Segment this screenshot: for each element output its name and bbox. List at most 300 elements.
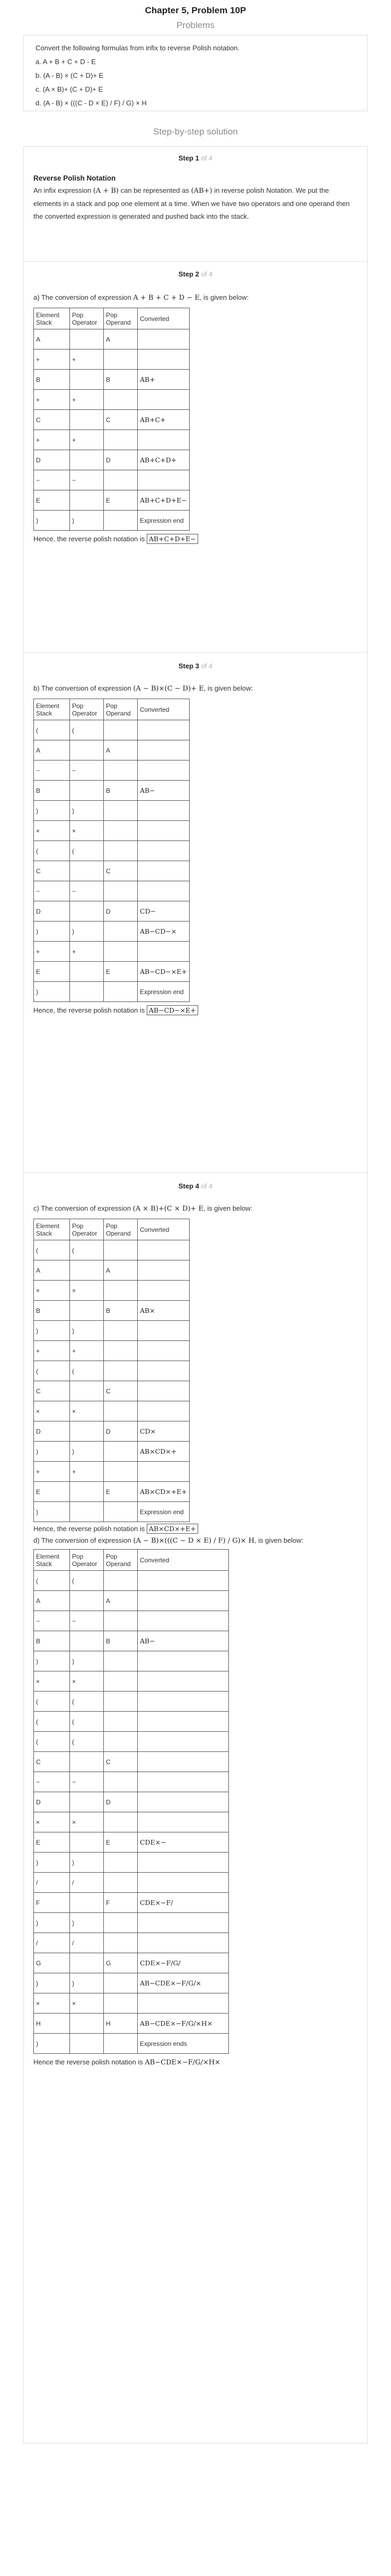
element-stack-cell: A	[34, 740, 70, 761]
table-row	[34, 370, 190, 390]
pop-operator-cell: ×	[70, 1993, 104, 2014]
pop-operator-cell: (	[70, 1712, 104, 1732]
column-header: Element Stack	[34, 1550, 70, 1571]
table-row	[34, 1240, 190, 1260]
pop-operand-cell	[104, 1611, 138, 1631]
pop-operand-cell: D	[104, 901, 138, 922]
pop-operand-cell: B	[104, 1301, 138, 1321]
column-header: Element Stack	[34, 1219, 70, 1240]
pop-operator-cell: )	[70, 1853, 104, 1873]
table-row	[34, 2034, 229, 2054]
element-stack-cell: )	[34, 1913, 70, 1933]
table-row	[34, 1792, 229, 1812]
element-stack-cell: C	[34, 1752, 70, 1772]
chapter-title: Chapter 5, Problem 10P	[145, 5, 246, 15]
pop-operand-cell	[104, 1712, 138, 1732]
table-row	[34, 1631, 229, 1651]
table-row	[34, 470, 190, 490]
step-4-intro-c: c) The conversion of expression (A × B)+(C × D)+ E, is given below:	[33, 1204, 253, 1213]
pop-operator-cell	[70, 490, 104, 511]
conversion-table-b	[33, 699, 190, 1002]
converted-cell	[138, 1260, 190, 1281]
pop-operator-cell: (	[70, 1240, 104, 1260]
table-row	[34, 1462, 190, 1482]
converted-cell	[138, 821, 190, 841]
table-row	[34, 1752, 229, 1772]
pop-operand-cell: D	[104, 1421, 138, 1442]
converted-cell	[138, 801, 190, 821]
pop-operator-cell: +	[70, 942, 104, 962]
converted-cell: CDE×−F/G/	[138, 1953, 229, 1973]
result-box-c: AB×CD×+E+	[147, 1524, 198, 1534]
element-stack-cell: (	[34, 1240, 70, 1260]
table-row	[34, 1571, 229, 1591]
converted-cell: AB−CD−×E+	[138, 962, 190, 982]
pop-operator-cell: (	[70, 1692, 104, 1712]
pop-operator-cell	[70, 1832, 104, 1853]
problem-card	[23, 35, 368, 111]
element-stack-cell: ×	[34, 821, 70, 841]
pop-operator-cell: ×	[70, 821, 104, 841]
converted-cell	[138, 1321, 190, 1341]
pop-operator-cell: /	[70, 1873, 104, 1893]
pop-operator-cell: +	[70, 1462, 104, 1482]
problem-item-c: c. (A × B)+ (C + D)+ E	[35, 85, 103, 93]
pop-operand-cell: E	[104, 1482, 138, 1502]
pop-operator-cell	[70, 370, 104, 390]
converted-cell: AB−CD−×	[138, 922, 190, 942]
element-stack-cell: A	[34, 1260, 70, 1281]
pop-operand-cell	[104, 470, 138, 490]
expr-ab-plus: (AB+)	[191, 187, 212, 195]
element-stack-cell: A	[34, 329, 70, 350]
element-stack-cell: )	[34, 1442, 70, 1462]
step-2-expression: A + B + C + D − E	[133, 294, 200, 302]
pop-operand-cell	[104, 1873, 138, 1893]
pop-operand-cell: B	[104, 781, 138, 801]
pop-operand-cell	[104, 1692, 138, 1712]
pop-operator-cell: −	[70, 881, 104, 901]
converted-cell	[138, 881, 190, 901]
pop-operand-cell	[104, 1853, 138, 1873]
element-stack-cell: −	[34, 1772, 70, 1792]
problem-item-a: a. A + B + C + D - E	[35, 58, 96, 66]
step-4-intro-d: d) The conversion of expression (A − B)×(((C − D × E) / F) / G)× H, is given below:	[33, 1536, 304, 1545]
converted-cell	[138, 1692, 229, 1712]
element-stack-cell: E	[34, 490, 70, 511]
converted-cell: CD−	[138, 901, 190, 922]
table-row	[34, 1913, 229, 1933]
pop-operand-cell: D	[104, 450, 138, 470]
converted-cell	[138, 1712, 229, 1732]
pop-operator-cell	[70, 1502, 104, 1522]
converted-cell	[138, 1361, 190, 1381]
converted-cell: Expression end	[138, 982, 190, 1002]
pop-operator-cell	[70, 982, 104, 1002]
pop-operand-cell: A	[104, 329, 138, 350]
table-row	[34, 1401, 190, 1421]
pop-operator-cell	[70, 1421, 104, 1442]
pop-operator-cell	[70, 1752, 104, 1772]
element-stack-cell: H	[34, 2014, 70, 2034]
table-row	[34, 1442, 190, 1462]
element-stack-cell: D	[34, 1792, 70, 1812]
problem-item-d: d. (A - B) × (((C - D × E) / F) / G) × H	[35, 99, 147, 107]
table-row	[34, 1381, 190, 1401]
pop-operator-cell: )	[70, 1321, 104, 1341]
element-stack-cell: B	[34, 1301, 70, 1321]
column-header: Converted	[138, 699, 190, 720]
step-3-header	[33, 661, 358, 682]
table-row	[34, 861, 190, 881]
pop-operator-cell: −	[70, 470, 104, 490]
converted-cell: CDE×−F/	[138, 1893, 229, 1913]
converted-cell	[138, 1812, 229, 1832]
pop-operand-cell	[104, 511, 138, 531]
pop-operand-cell: C	[104, 1381, 138, 1401]
pop-operand-cell	[104, 1321, 138, 1341]
column-header: Pop Operand	[104, 1550, 138, 1571]
pop-operator-cell: −	[70, 761, 104, 781]
step-4	[24, 1172, 367, 2443]
table-row	[34, 982, 190, 1002]
converted-cell: Expression ends	[138, 2034, 229, 2054]
pop-operand-cell	[104, 982, 138, 1002]
table-row	[34, 821, 190, 841]
pop-operator-cell	[70, 1381, 104, 1401]
pop-operator-cell: )	[70, 922, 104, 942]
pop-operand-cell	[104, 1462, 138, 1482]
element-stack-cell: G	[34, 1953, 70, 1973]
table-row	[34, 1772, 229, 1792]
problem-prompt: Convert the following formulas from infix to reverse Polish notation.	[35, 44, 240, 52]
table-row	[34, 1611, 229, 1631]
pop-operand-cell	[104, 1341, 138, 1361]
converted-cell	[138, 1591, 229, 1611]
converted-cell	[138, 1611, 229, 1631]
step-3-intro: b) The conversion of expression (A − B)×(C − D)+ E, is given below:	[33, 684, 253, 693]
step-3-number: Step 3	[178, 662, 199, 670]
column-header: Pop Operator	[70, 1550, 104, 1571]
element-stack-cell: )	[34, 1973, 70, 1993]
converted-cell	[138, 1913, 229, 1933]
element-stack-cell: C	[34, 1381, 70, 1401]
pop-operator-cell	[70, 1260, 104, 1281]
pop-operator-cell	[70, 410, 104, 430]
step-4-result-d: Hence the reverse polish notation is AB−CDE×−F/G/×H×	[33, 2058, 221, 2067]
converted-cell	[138, 470, 190, 490]
table-row	[34, 801, 190, 821]
table-row	[34, 1993, 229, 2014]
converted-cell: AB+C+	[138, 410, 190, 430]
step-4-result-c: Hence, the reverse polish notation is AB×CD×+E+	[33, 1523, 358, 1535]
column-header: Pop Operand	[104, 308, 138, 329]
pop-operand-cell	[104, 1913, 138, 1933]
converted-cell	[138, 329, 190, 350]
column-header: Pop Operator	[70, 308, 104, 329]
pop-operand-cell	[104, 821, 138, 841]
element-stack-cell: )	[34, 1321, 70, 1341]
pop-operator-cell	[70, 1792, 104, 1812]
step-4-of: of 4	[201, 1182, 213, 1190]
element-stack-cell: )	[34, 1502, 70, 1522]
pop-operator-cell: +	[70, 390, 104, 410]
pop-operand-cell	[104, 841, 138, 861]
table-header-row	[34, 308, 190, 329]
pop-operator-cell: ×	[70, 1281, 104, 1301]
element-stack-cell: −	[34, 881, 70, 901]
element-stack-cell: )	[34, 801, 70, 821]
converted-cell	[138, 350, 190, 370]
element-stack-cell: (	[34, 720, 70, 740]
element-stack-cell: (	[34, 841, 70, 861]
pop-operator-cell: ×	[70, 1671, 104, 1692]
pop-operand-cell: A	[104, 740, 138, 761]
pop-operator-cell: ×	[70, 1401, 104, 1421]
step-3	[24, 652, 367, 1172]
element-stack-cell: −	[34, 1611, 70, 1631]
column-header: Pop Operand	[104, 699, 138, 720]
element-stack-cell: (	[34, 1712, 70, 1732]
element-stack-cell: +	[34, 350, 70, 370]
converted-cell: CD×	[138, 1421, 190, 1442]
table-row	[34, 1873, 229, 1893]
element-stack-cell: +	[34, 1341, 70, 1361]
table-row	[34, 1933, 229, 1953]
pop-operator-cell: +	[70, 350, 104, 370]
table-row	[34, 1893, 229, 1913]
converted-cell	[138, 861, 190, 881]
pop-operand-cell: A	[104, 1591, 138, 1611]
pop-operator-cell	[70, 329, 104, 350]
pop-operator-cell: (	[70, 841, 104, 861]
step-1-heading: Reverse Polish Notation	[33, 174, 116, 182]
step-4-expression-d: (A − B)×(((C − D × E) / F) / G)× H	[133, 1537, 255, 1545]
pop-operator-cell	[70, 450, 104, 470]
element-stack-cell: )	[34, 1651, 70, 1671]
result-box-b: AB−CD−×E+	[147, 1005, 198, 1015]
table-row	[34, 1853, 229, 1873]
pop-operand-cell	[104, 801, 138, 821]
table-row	[34, 329, 190, 350]
pop-operand-cell: A	[104, 1260, 138, 1281]
table-row	[34, 1973, 229, 1993]
pop-operand-cell: E	[104, 962, 138, 982]
element-stack-cell: (	[34, 1571, 70, 1591]
converted-cell	[138, 1873, 229, 1893]
step-3-result: Hence, the reverse polish notation is AB−CD−×E+	[33, 1004, 358, 1017]
pop-operator-cell	[70, 2014, 104, 2034]
converted-cell: AB+	[138, 370, 190, 390]
pop-operand-cell	[104, 350, 138, 370]
table-row	[34, 1712, 229, 1732]
element-stack-cell: ×	[34, 1281, 70, 1301]
pop-operand-cell	[104, 761, 138, 781]
table-row	[34, 1732, 229, 1752]
pop-operator-cell	[70, 740, 104, 761]
pop-operand-cell	[104, 1281, 138, 1301]
pop-operator-cell	[70, 2034, 104, 2054]
table-row	[34, 1341, 190, 1361]
conversion-table-c	[33, 1219, 190, 1522]
table-row	[34, 1953, 229, 1973]
step-2-of: of 4	[201, 270, 213, 278]
solution-label: Step-by-step solution	[153, 127, 238, 137]
element-stack-cell: ×	[34, 1671, 70, 1692]
converted-cell	[138, 1792, 229, 1812]
pop-operator-cell	[70, 901, 104, 922]
pop-operand-cell	[104, 390, 138, 410]
pop-operand-cell: E	[104, 1832, 138, 1853]
step-2-result: Hence, the reverse polish notation is AB+C+D+E−	[33, 533, 358, 545]
element-stack-cell: −	[34, 470, 70, 490]
element-stack-cell: A	[34, 1591, 70, 1611]
step-1-header	[33, 153, 358, 174]
column-header: Pop Operator	[70, 1219, 104, 1240]
converted-cell	[138, 1462, 190, 1482]
element-stack-cell: )	[34, 1853, 70, 1873]
table-row	[34, 841, 190, 861]
element-stack-cell: /	[34, 1933, 70, 1953]
pop-operator-cell	[70, 1631, 104, 1651]
element-stack-cell: E	[34, 962, 70, 982]
pop-operand-cell: D	[104, 1792, 138, 1812]
pop-operator-cell: −	[70, 1611, 104, 1631]
pop-operand-cell	[104, 1772, 138, 1792]
pop-operand-cell: F	[104, 1893, 138, 1913]
pop-operand-cell: C	[104, 1752, 138, 1772]
pop-operand-cell	[104, 881, 138, 901]
pop-operator-cell: )	[70, 1442, 104, 1462]
converted-cell	[138, 761, 190, 781]
element-stack-cell: ×	[34, 1812, 70, 1832]
pop-operand-cell	[104, 1401, 138, 1421]
converted-cell: Expression end	[138, 1502, 190, 1522]
converted-cell: CDE×−	[138, 1832, 229, 1853]
pop-operator-cell	[70, 1893, 104, 1913]
table-header-row	[34, 1219, 190, 1240]
table-row	[34, 511, 190, 531]
converted-cell	[138, 740, 190, 761]
table-row	[34, 901, 190, 922]
pop-operator-cell: )	[70, 801, 104, 821]
pop-operator-cell: −	[70, 1772, 104, 1792]
element-stack-cell: )	[34, 511, 70, 531]
table-row	[34, 922, 190, 942]
pop-operand-cell	[104, 1671, 138, 1692]
step-1	[24, 147, 367, 261]
table-row	[34, 430, 190, 450]
step-2	[24, 261, 367, 652]
converted-cell: AB−	[138, 781, 190, 801]
pop-operand-cell	[104, 1812, 138, 1832]
pop-operator-cell	[70, 962, 104, 982]
converted-cell	[138, 430, 190, 450]
table-row	[34, 761, 190, 781]
table-row	[34, 1812, 229, 1832]
element-stack-cell: +	[34, 430, 70, 450]
table-row	[34, 2014, 229, 2034]
step-2-header	[33, 269, 358, 291]
pop-operand-cell: B	[104, 1631, 138, 1651]
converted-cell: AB×	[138, 1301, 190, 1321]
pop-operand-cell: B	[104, 370, 138, 390]
pop-operator-cell: )	[70, 511, 104, 531]
element-stack-cell: C	[34, 410, 70, 430]
table-row	[34, 740, 190, 761]
pop-operand-cell: H	[104, 2014, 138, 2034]
element-stack-cell: E	[34, 1832, 70, 1853]
converted-cell	[138, 390, 190, 410]
pop-operand-cell	[104, 1442, 138, 1462]
step-2-number: Step 2	[178, 270, 199, 278]
converted-cell	[138, 1933, 229, 1953]
steps-card	[23, 146, 368, 2444]
problem-item-b: b. (A - B) × (C + D)+ E	[35, 71, 104, 79]
table-row	[34, 1421, 190, 1442]
problem-items	[35, 58, 356, 108]
element-stack-cell: B	[34, 370, 70, 390]
pop-operator-cell: /	[70, 1933, 104, 1953]
element-stack-cell: )	[34, 922, 70, 942]
pop-operand-cell	[104, 1240, 138, 1260]
element-stack-cell: F	[34, 1893, 70, 1913]
step-3-expression: (A − B)×(C − D)+ E	[133, 685, 204, 693]
element-stack-cell: ×	[34, 1993, 70, 2014]
conversion-table-a	[33, 308, 190, 531]
element-stack-cell: (	[34, 1732, 70, 1752]
element-stack-cell: /	[34, 1873, 70, 1893]
element-stack-cell: E	[34, 1482, 70, 1502]
pop-operator-cell	[70, 861, 104, 881]
converted-cell: AB×CD×+E+	[138, 1482, 190, 1502]
table-row	[34, 1361, 190, 1381]
element-stack-cell: C	[34, 861, 70, 881]
pop-operand-cell: E	[104, 490, 138, 511]
table-row	[34, 1651, 229, 1671]
element-stack-cell: D	[34, 450, 70, 470]
table-row	[34, 781, 190, 801]
table-header-row	[34, 699, 190, 720]
column-header: Converted	[138, 1219, 190, 1240]
pop-operand-cell	[104, 1651, 138, 1671]
column-header: Element Stack	[34, 308, 70, 329]
converted-cell	[138, 942, 190, 962]
converted-cell	[138, 1993, 229, 2014]
element-stack-cell: ×	[34, 1401, 70, 1421]
element-stack-cell: B	[34, 781, 70, 801]
pop-operator-cell: (	[70, 1732, 104, 1752]
pop-operator-cell	[70, 1482, 104, 1502]
pop-operand-cell	[104, 1933, 138, 1953]
pop-operand-cell	[104, 922, 138, 942]
converted-cell: AB−CDE×−F/G/×	[138, 1973, 229, 1993]
pop-operator-cell	[70, 1953, 104, 1973]
table-row	[34, 720, 190, 740]
pop-operator-cell: (	[70, 720, 104, 740]
conversion-table-d	[33, 1549, 229, 2054]
element-stack-cell: +	[34, 942, 70, 962]
converted-cell: AB×CD×+	[138, 1442, 190, 1462]
converted-cell	[138, 1752, 229, 1772]
pop-operand-cell	[104, 1973, 138, 1993]
table-row	[34, 1671, 229, 1692]
result-expression-d: AB−CDE×−F/G/×H×	[145, 2059, 221, 2067]
pop-operator-cell	[70, 1591, 104, 1611]
element-stack-cell: )	[34, 2034, 70, 2054]
pop-operand-cell: C	[104, 861, 138, 881]
element-stack-cell: +	[34, 390, 70, 410]
